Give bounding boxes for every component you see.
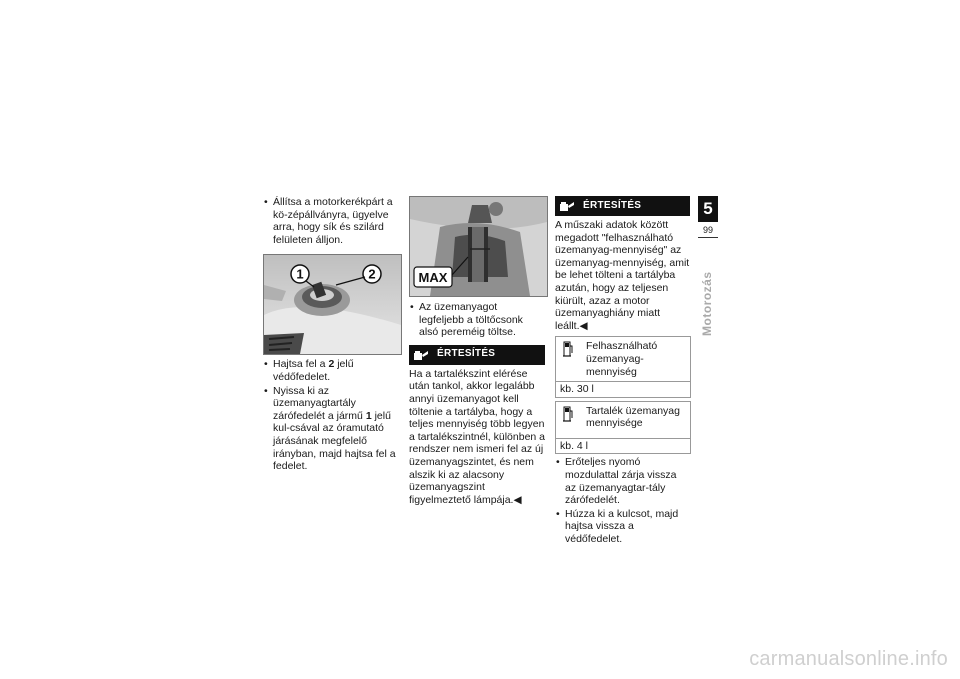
column-middle [409,196,545,506]
step-text: Nyissa ki az üzemanyagtartály zárófedelét a jármű [273,384,366,422]
step-text: Erőteljes nyomó mozdulattal zárja vissza az üzemanyagtar-tály zárófedelét. [565,456,677,507]
notice-text: A műszaki adatok között megadott "felhasználható üzemanyag-mennyiség" az üzemanyag-mennyiség, amit be lehet tölteni a tartályba azután, hogy az teljesen kiürült, azaz a motor üzemanyaghiány miatt leállt.◀ [555,219,690,332]
column-right [555,196,690,546]
notice-icon [559,200,575,212]
max-label: MAX [418,270,448,285]
step-text: Húzza ki a kulcsot, majd hajtsa vissza a védőfedelet. [565,507,679,545]
step-text: Az üzemanyagot legfeljebb a töltőcsonk alsó pereméig töltse. [419,301,523,339]
step-open-cover [263,358,401,383]
notice-icon [413,349,429,361]
spec-title: Tartalék üzemanyag mennyisége [586,404,680,430]
fuel-pump-icon [562,340,576,378]
step-text: Állítsa a motorkerékpárt a kö-zépállványra, ügyelve arra, hogy sík és szilárd felületen álljon. [273,196,393,246]
filler-neck-photo [409,196,548,297]
notice-header [409,345,545,365]
callout-1: 1 [296,266,304,282]
step-text: jelű védőfedelet. [273,358,354,383]
fuel-pump-icon [562,405,576,435]
chapter-tab [698,196,718,336]
spec-usable-fuel [555,336,691,397]
section-title: Motorozás [700,271,714,336]
chapter-number: 5 [698,196,718,222]
step-unlock-cap [263,385,401,473]
tab-divider [698,237,718,238]
callout-2: 2 [368,266,376,282]
watermark: carmanualsonline.info [749,648,948,670]
page-number: 99 [702,225,713,235]
step-remove-key [555,508,690,546]
step-text: Hajtsa fel a [273,358,329,371]
fuel-cap-illustration [264,255,401,354]
ref-number: 1 [365,409,372,422]
step-close-cap [555,456,690,506]
spec-reserve-fuel [555,401,691,455]
step-text: jelű kul-csával az óramutató járásának megfelelő irányban, majd hajtsa fel a fedelet. [273,409,396,473]
spec-value: kb. 4 l [560,439,589,452]
spec-title: Felhasználható üzemanyag-mennyiség [586,340,658,378]
notice-title: ÉRTESÍTÉS [583,199,642,211]
column-left [263,196,401,474]
spec-value: kb. 30 l [560,383,594,396]
filler-neck-illustration [410,197,547,296]
ref-number: 2 [328,358,335,371]
step-fill-to-max [409,301,545,339]
notice-text: Ha a tartalékszint elérése után tankol, akkor legalább annyi üzemanyagot kell töltenie a tartályba, hogy a teljes mennyiség több legyen a tartalékszintnél, különben a rendszer nem ismeri fel az új üzemanyagszintet, és nem alszik ki az alacsony üzemanyagszint figyelmeztető lámpája.◀ [409,367,546,506]
step-place-on-stand [263,196,401,246]
fuel-cap-photo [263,254,402,355]
notice-title: ÉRTESÍTÉS [437,348,496,360]
notice-header [555,196,690,216]
